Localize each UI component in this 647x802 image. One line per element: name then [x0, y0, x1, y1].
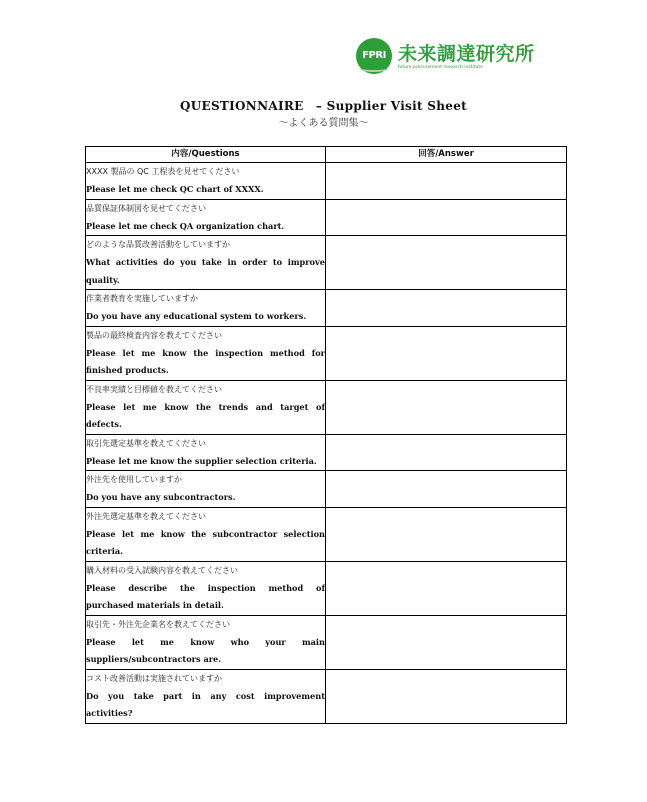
answer-cell[interactable]	[326, 471, 567, 508]
question-cell	[86, 507, 326, 561]
question-english: Please let me know the inspection method for finished products.	[86, 347, 325, 375]
table-row	[86, 326, 567, 380]
question-english: Please describe the inspection method of purchased materials in detail.	[86, 582, 325, 610]
question-english: Do you have any educational system to workers.	[86, 311, 307, 321]
question-japanese: 作業者教育を実施していますか	[86, 294, 198, 303]
question-cell	[86, 380, 326, 434]
table-row	[86, 561, 567, 615]
question-cell	[86, 326, 326, 380]
question-cell	[86, 471, 326, 508]
question-cell	[86, 236, 326, 290]
logo-mark	[356, 38, 392, 74]
table-row	[86, 434, 567, 471]
question-english: Do you take part in any cost improvement activities?	[86, 690, 325, 718]
question-cell	[86, 434, 326, 471]
question-cell	[86, 561, 326, 615]
question-english: Please let me check QC chart of XXXX.	[86, 184, 264, 194]
question-cell	[86, 669, 326, 723]
document-title: QUESTIONNAIRE – Supplier Visit Sheet	[179, 99, 467, 113]
question-cell	[86, 199, 326, 236]
answer-header: 回答/Answer	[326, 147, 567, 163]
question-english: Please let me check QA organization chart.	[86, 220, 285, 231]
question-japanese: コスト改善活動は実施されていますか	[86, 673, 222, 683]
question-japanese: 製品の最終検査内容を教えてください	[86, 330, 222, 340]
answer-cell[interactable]	[326, 290, 567, 327]
answer-cell[interactable]	[326, 561, 567, 615]
answer-cell[interactable]	[326, 326, 567, 380]
logo-tagline: future procurement research institute	[398, 65, 483, 70]
questions-header: 内容/Questions	[86, 147, 326, 163]
logo-name: 未来調達研究所	[398, 43, 535, 65]
question-english: What activities do you take in order to improve quality.	[86, 257, 325, 285]
table-row	[86, 163, 567, 200]
question-english: Please let me know the trends and target of defects.	[86, 401, 325, 429]
question-english: Please let me know who your main suppliers/subcontractors are.	[86, 636, 325, 664]
table-row	[86, 507, 567, 561]
question-japanese: 不良率実績と目標値を教えてください	[86, 384, 222, 394]
answer-cell[interactable]	[326, 236, 567, 290]
answer-cell[interactable]	[326, 434, 567, 471]
answer-cell[interactable]	[326, 199, 567, 236]
answer-cell[interactable]	[326, 380, 567, 434]
table-row	[86, 615, 567, 669]
table-row	[86, 290, 567, 327]
table-row	[86, 471, 567, 508]
logo	[356, 38, 566, 80]
question-english: Do you have any subcontractors.	[86, 492, 236, 502]
answer-cell[interactable]	[326, 507, 567, 561]
question-cell	[86, 163, 326, 200]
table-header-row	[86, 147, 567, 163]
table-row	[86, 380, 567, 434]
logo-mark-text: FPRI	[362, 50, 386, 61]
question-japanese: どのような品質改善活動をしていますか	[86, 240, 230, 249]
table-row	[86, 669, 567, 723]
question-japanese: XXXX 製品の QC 工程表を見せてください	[86, 167, 240, 176]
question-japanese: 外注先を使用していますか	[86, 475, 182, 484]
questionnaire-table	[85, 146, 567, 724]
question-english: Please let me know the subcontractor selection criteria.	[86, 528, 325, 556]
question-japanese: 取引先・外注先企業名を教えてください	[86, 619, 230, 629]
table-row	[86, 236, 567, 290]
question-japanese: 品質保証体制図を見せてください	[86, 203, 206, 213]
answer-cell[interactable]	[326, 669, 567, 723]
question-japanese: 取引先選定基準を教えてください	[86, 438, 206, 448]
question-japanese: 購入材料の受入試験内容を教えてください	[86, 565, 238, 575]
question-japanese: 外注先選定基準を教えてください	[86, 511, 206, 521]
document-subtitle: 〜よくある質問集〜	[278, 118, 369, 129]
question-english: Please let me know the supplier selection criteria.	[86, 455, 317, 466]
table-row	[86, 199, 567, 236]
logo-swoosh	[359, 64, 389, 72]
question-cell	[86, 615, 326, 669]
answer-cell[interactable]	[326, 615, 567, 669]
question-cell	[86, 290, 326, 327]
answer-cell[interactable]	[326, 163, 567, 200]
